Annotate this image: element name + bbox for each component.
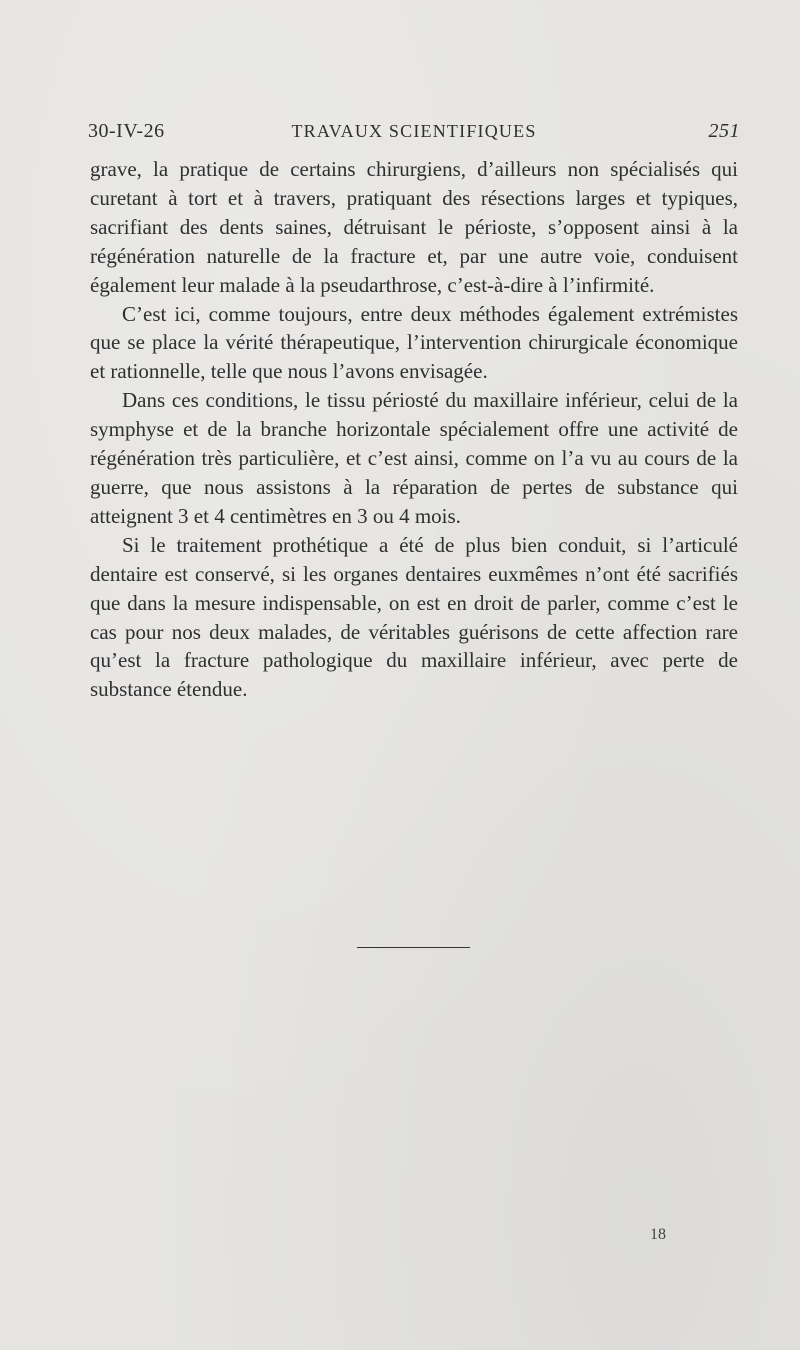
paragraph-1: grave, la pratique de certains chirurgiens, d’ailleurs non spécialisés qui curetant à tort et à travers, pratiquant des résections larges et typiques, sacrifiant des dents saines, détruisant le périoste, s’opposent ainsi à la régénération naturelle de la fracture et, par une autre voie, conduisent également leur malade à la pseudarthrose, c’est-à-dire à l’infirmité. xyxy=(90,157,738,297)
signature-mark: 18 xyxy=(650,1226,666,1243)
header-date: 30-IV-26 xyxy=(88,120,165,142)
running-header xyxy=(88,120,740,150)
end-rule xyxy=(357,947,470,948)
paragraph-2: C’est ici, comme toujours, entre deux méthodes également extrémistes que se place la vérité thérapeutique, l’intervention chirurgicale économique et rationnelle, telle que nous l’avons envisagée. xyxy=(90,301,738,384)
body-text xyxy=(90,155,738,704)
paragraph-3: Dans ces conditions, le tissu périosté du maxillaire inférieur, celui de la symphyse et de la branche horizontale spécialement offre une activité de régénération très particulière, et c’est ainsi, comme on l’a vu au cours de la guerre, que nous assistons à la réparation de pertes de substance qui atteignent 3 et 4 centimètres en 3 ou 4 mois. xyxy=(90,388,738,528)
header-title: TRAVAUX SCIENTIFIQUES xyxy=(291,121,537,141)
paragraph-4: Si le traitement prothétique a été de plus bien conduit, si l’articulé dentaire est conservé, si les organes dentaires euxmêmes n’ont été sacrifiés que dans la mesure indispensable, on est en droit de parler, comme c’est le cas pour nos deux malades, de véritables guérisons de cette affection rare qu’est la fracture pathologique du maxillaire inférieur, avec perte de substance étendue. xyxy=(90,532,738,702)
page-number: 251 xyxy=(708,120,740,142)
